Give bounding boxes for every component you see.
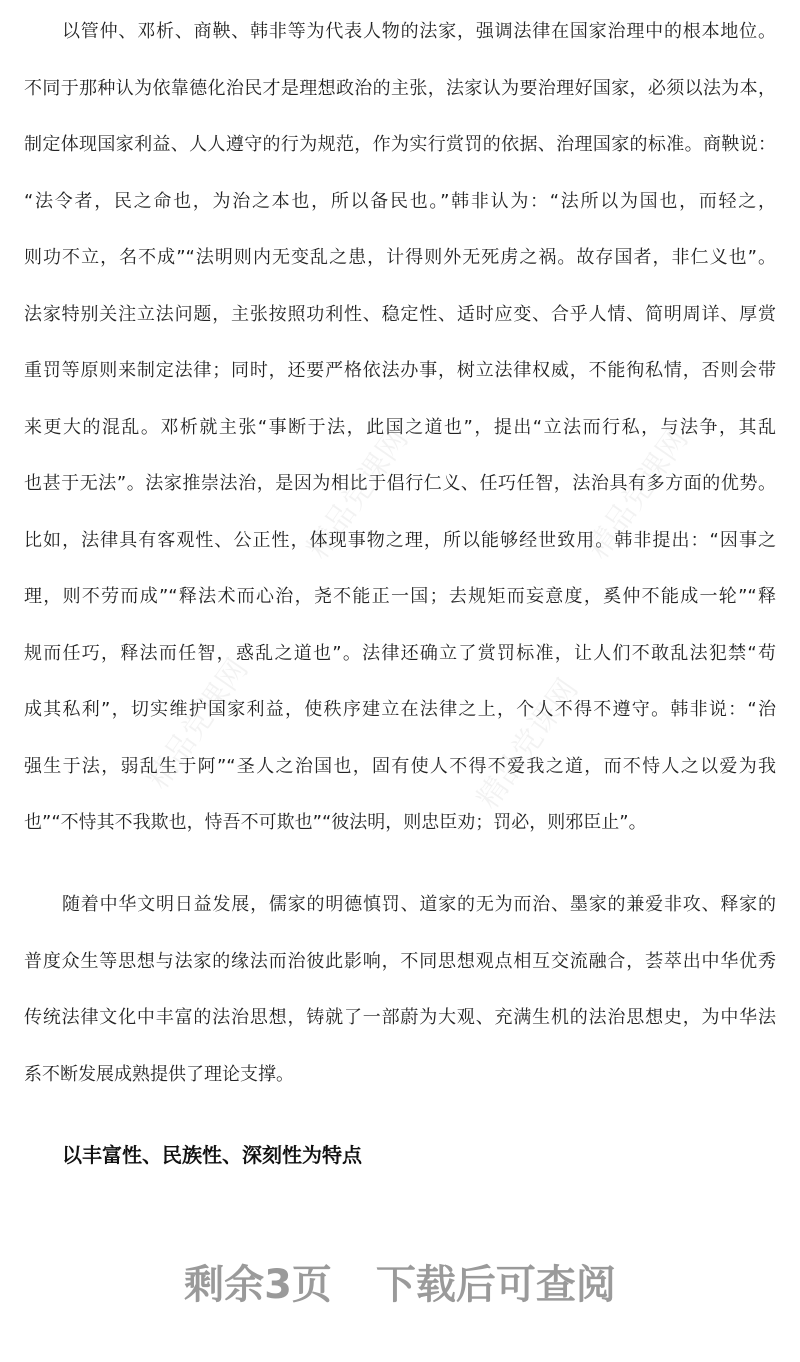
text-line: 也甚于无法”。法家推崇法治，是因为相比于倡行仁义、任巧任智，法治具有多方面的优势。: [24, 473, 776, 494]
download-to-view-label[interactable]: 下载后可查阅: [375, 1262, 616, 1308]
text-line: “法令者，民之命也，为治之本也，所以备民也。”韩非认为：“法所以为国也，而轻之，: [24, 190, 776, 212]
text-line: 制定体现国家利益、人人遵守的行为规范，作为实行赏罚的依据、治理国家的标准。商鞅说：: [24, 134, 776, 155]
text-line: 重罚等原则来制定法律；同时，还要严格依法办事，树立法律权威，不能徇私情，否则会带: [24, 360, 776, 381]
text-line: 系不断发展成熟提供了理论支撑。: [24, 1063, 294, 1085]
watermark: 精品党课网: [580, 422, 696, 566]
watermark: 精品党课网: [300, 422, 416, 566]
text-line: 传统法律文化中丰富的法治思想，铸就了一部蔚为大观、充满生机的法治思想史，为中华法: [24, 1007, 776, 1028]
text-line: 普度众生等思想与法家的缘法而治彼此影响，不同思想观点相互交流融合，荟萃出中华优秀: [24, 950, 776, 972]
text-line: 也”“不恃其不我欺也，恃吾不可欺也”“彼法明，则忠臣劝；罚必，则邪臣止”。: [24, 812, 647, 833]
text-line: 比如，法律具有客观性、公正性，体现事物之理，所以能够经世致用。韩非提出：“因事之: [24, 529, 776, 551]
text-line: 成其私利”，切实维护国家利益，使秩序建立在法律之上，个人不得不遵守。韩非说：“治: [24, 699, 776, 720]
watermark: 精品党课网: [470, 672, 586, 816]
text-line: 理，则不劳而成”“释法术而心治，尧不能正一国；去规矩而妄意度，奚仲不能成一轮”“释: [24, 586, 776, 607]
download-prompt[interactable]: [0, 1255, 800, 1315]
text-line: 规而任巧，释法而任智，惑乱之道也”。法律还确立了赏罚标准，让人们不敢乱法犯禁“苟: [24, 642, 776, 664]
text-line: 则功不立，名不成”“法明则内无变乱之患，计得则外无死虏之祸。故存国者，非仁义也”。: [24, 247, 776, 268]
text-line: 法家特别关注立法问题，主张按照功利性、稳定性、适时应变、合乎人情、简明周详、厚赏: [24, 303, 776, 325]
text-line: 随着中华文明日益发展，儒家的明德慎罚、道家的无为而治、墨家的兼爱非攻、释家的: [62, 894, 776, 915]
text-line: 以管仲、邓析、商鞅、韩非等为代表人物的法家，强调法律在国家治理中的根本地位。: [62, 21, 776, 42]
text-line: 来更大的混乱。邓析就主张“事断于法，此国之道也”，提出“立法而行私，与法争，其乱: [24, 416, 776, 438]
section-heading: 以丰富性、民族性、深刻性为特点: [62, 1143, 362, 1167]
text-line: 强生于法，弱乱生于阿”“圣人之治国也，固有使人不得不爱我之道，而不恃人之以爱为我: [24, 755, 776, 777]
text-line: 不同于那种认为依靠德化治民才是理想政治的主张，法家认为要治理好国家，必须以法为本，: [24, 77, 776, 99]
watermark: 精品党课网: [140, 652, 256, 796]
remaining-pages-label: 剩余3页: [184, 1262, 332, 1308]
